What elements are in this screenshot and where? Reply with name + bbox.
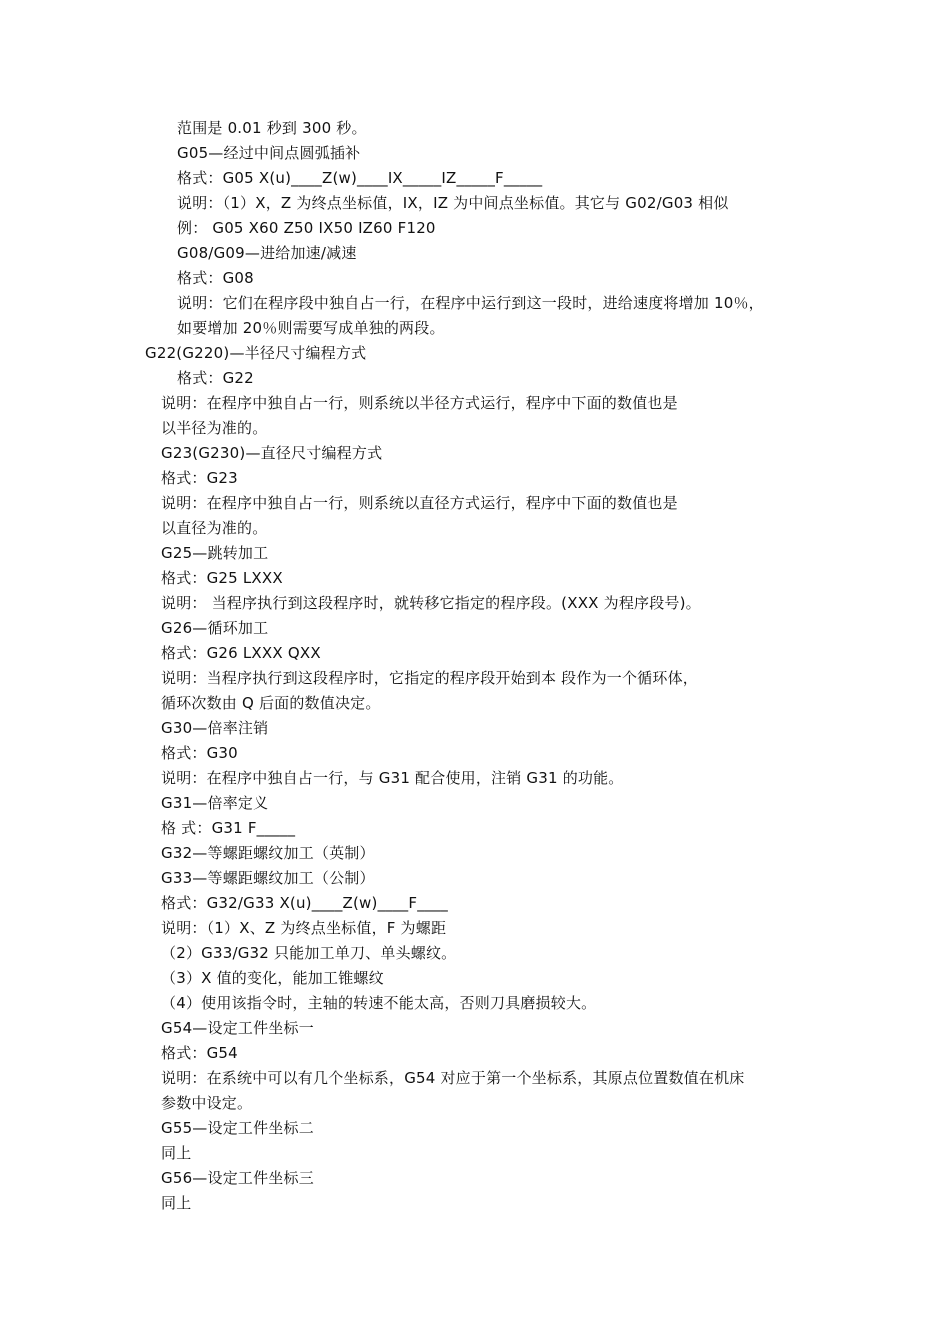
text-line: G32—等螺距螺纹加工（英制） (161, 844, 375, 862)
text-line: G55—设定工件坐标二 (161, 1119, 314, 1137)
text-line: 说明：在程序中独自占一行，与 G31 配合使用，注销 G31 的功能。 (161, 769, 624, 787)
text-line: 格式：G54 (161, 1044, 238, 1062)
text-line: 说明：当程序执行到这段程序时，它指定的程序段开始到本 段作为一个循环体， (161, 669, 698, 687)
text-line: 格式：G30 (161, 744, 238, 762)
text-line: 格式：G25 LXXX (161, 569, 283, 587)
text-line: 格式：G26 LXXX QXX (161, 644, 321, 662)
text-line: 说明：它们在程序段中独自占一行，在程序中运行到这一段时，进给速度将增加 10％， (177, 294, 764, 312)
text-line: 范围是 0.01 秒到 300 秒。 (177, 119, 367, 137)
text-line: 说明：在程序中独自占一行，则系统以直径方式运行，程序中下面的数值也是 (161, 494, 678, 512)
text-line: （4）使用该指令时，主轴的转速不能太高，否则刀具磨损较大。 (161, 994, 597, 1012)
text-line: G26—循环加工 (161, 619, 269, 637)
text-line: G23(G230)—直径尺寸编程方式 (161, 444, 383, 462)
text-line: 格式：G05 X(u)____Z(w)____IX_____IZ_____F_____ (177, 169, 543, 187)
text-line: 格式：G32/G33 X(u)____Z(w)____F____ (161, 894, 449, 912)
text-line: 以直径为准的。 (161, 519, 268, 537)
text-line: 说明：在程序中独自占一行，则系统以半径方式运行，程序中下面的数值也是 (161, 394, 678, 412)
text-line: G56—设定工件坐标三 (161, 1169, 314, 1187)
text-line: 说明：在系统中可以有几个坐标系，G54 对应于第一个坐标系，其原点位置数值在机床 (161, 1069, 745, 1087)
text-line: G30—倍率注销 (161, 719, 269, 737)
text-line: 说明：（1）X，Z 为终点坐标值，IX，IZ 为中间点坐标值。其它与 G02/G03 相似 (177, 194, 729, 212)
text-line: G08/G09—进给加速/减速 (177, 244, 357, 262)
text-line: （3）X 值的变化，能加工锥螺纹 (161, 969, 384, 987)
text-line: 格 式：G31 F_____ (161, 819, 296, 837)
text-line: 例： G05 X60 Z50 IX50 IZ60 F120 (177, 219, 436, 237)
text-line: G54—设定工件坐标一 (161, 1019, 314, 1037)
text-line: 格式：G23 (161, 469, 238, 487)
text-line: （2）G33/G32 只能加工单刀、单头螺纹。 (161, 944, 457, 962)
text-line: 格式：G22 (177, 369, 254, 387)
text-line: 同上 (161, 1194, 192, 1212)
text-line: 以半径为准的。 (161, 419, 268, 437)
text-line: G33—等螺距螺纹加工（公制） (161, 869, 375, 887)
text-line: G25—跳转加工 (161, 544, 269, 562)
text-line: 说明： 当程序执行到这段程序时，就转移它指定的程序段。(XXX 为程序段号)。 (161, 594, 701, 612)
text-line: 说明：（1）X、Z 为终点坐标值，F 为螺距 (161, 919, 447, 937)
text-line: G31—倍率定义 (161, 794, 269, 812)
text-line: 如要增加 20％则需要写成单独的两段。 (177, 319, 445, 337)
text-line: 循环次数由 Q 后面的数值决定。 (161, 694, 381, 712)
text-line: G22(G220)—半径尺寸编程方式 (145, 344, 367, 362)
text-line: 参数中设定。 (161, 1094, 253, 1112)
text-line: 格式：G08 (177, 269, 254, 287)
text-line: G05—经过中间点圆弧插补 (177, 144, 361, 162)
text-line: 同上 (161, 1144, 192, 1162)
